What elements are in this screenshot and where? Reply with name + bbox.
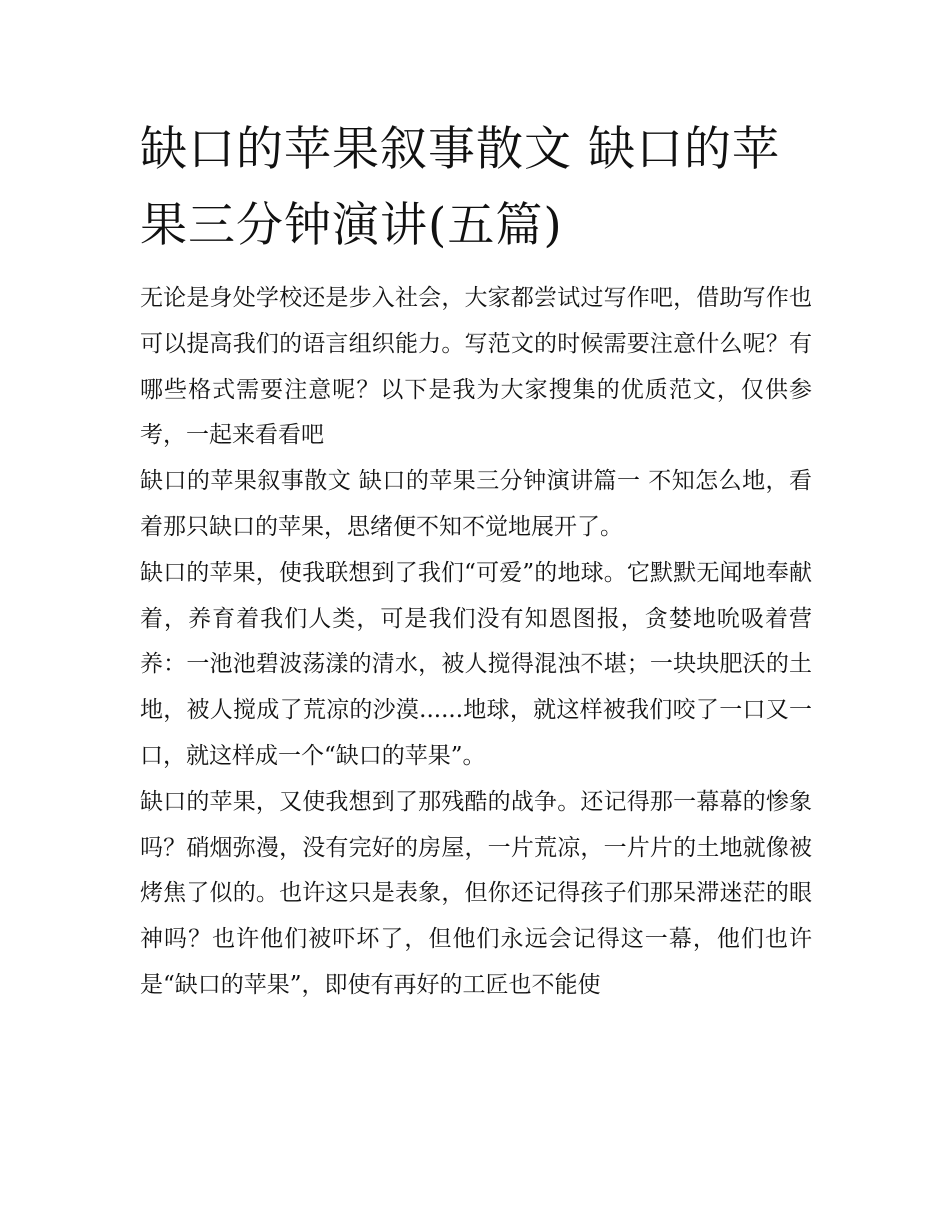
- paragraph-section-heading: 缺口的苹果叙事散文 缺口的苹果三分钟演讲篇一 不知怎么地，看着那只缺口的苹果，思绪便不知不觉地展开了。: [140, 468, 812, 540]
- paragraph-earth: 缺口的苹果，使我联想到了我们“可爱”的地球。它默默无闻地奉献着，养育着我们人类，可是我们没有知恩图报，贪婪地吮吸着营养：一池池碧波荡漾的清水，被人搅得混浊不堪；一块块肥沃的土地，被人搅成了荒凉的沙漠......地球，就这样被我们咬了一口又一口，就这样成一个“缺口的苹果”。: [140, 559, 812, 769]
- paragraph-intro: 无论是身处学校还是步入社会，大家都尝试过写作吧，借助写作也可以提高我们的语言组织能力。写范文的时候需要注意什么呢？有哪些格式需要注意呢？以下是我为大家搜集的优质范文，仅供参考，一起来看看吧: [140, 285, 812, 449]
- document-title: 缺口的苹果叙事散文 缺口的苹果三分钟演讲(五篇): [140, 122, 780, 253]
- document-body: [140, 276, 812, 1009]
- document-page: [140, 112, 812, 1009]
- paragraph-war: 缺口的苹果，又使我想到了那残酷的战争。还记得那一幕幕的惨象吗？硝烟弥漫，没有完好的房屋，一片荒凉，一片片的土地就像被烤焦了似的。也许这只是表象，但你还记得孩子们那呆滞迷茫的眼神吗？也许他们被吓坏了，但他们永远会记得这一幕，他们也许是“缺口的苹果”，即使有再好的工匠也不能使: [140, 788, 812, 998]
